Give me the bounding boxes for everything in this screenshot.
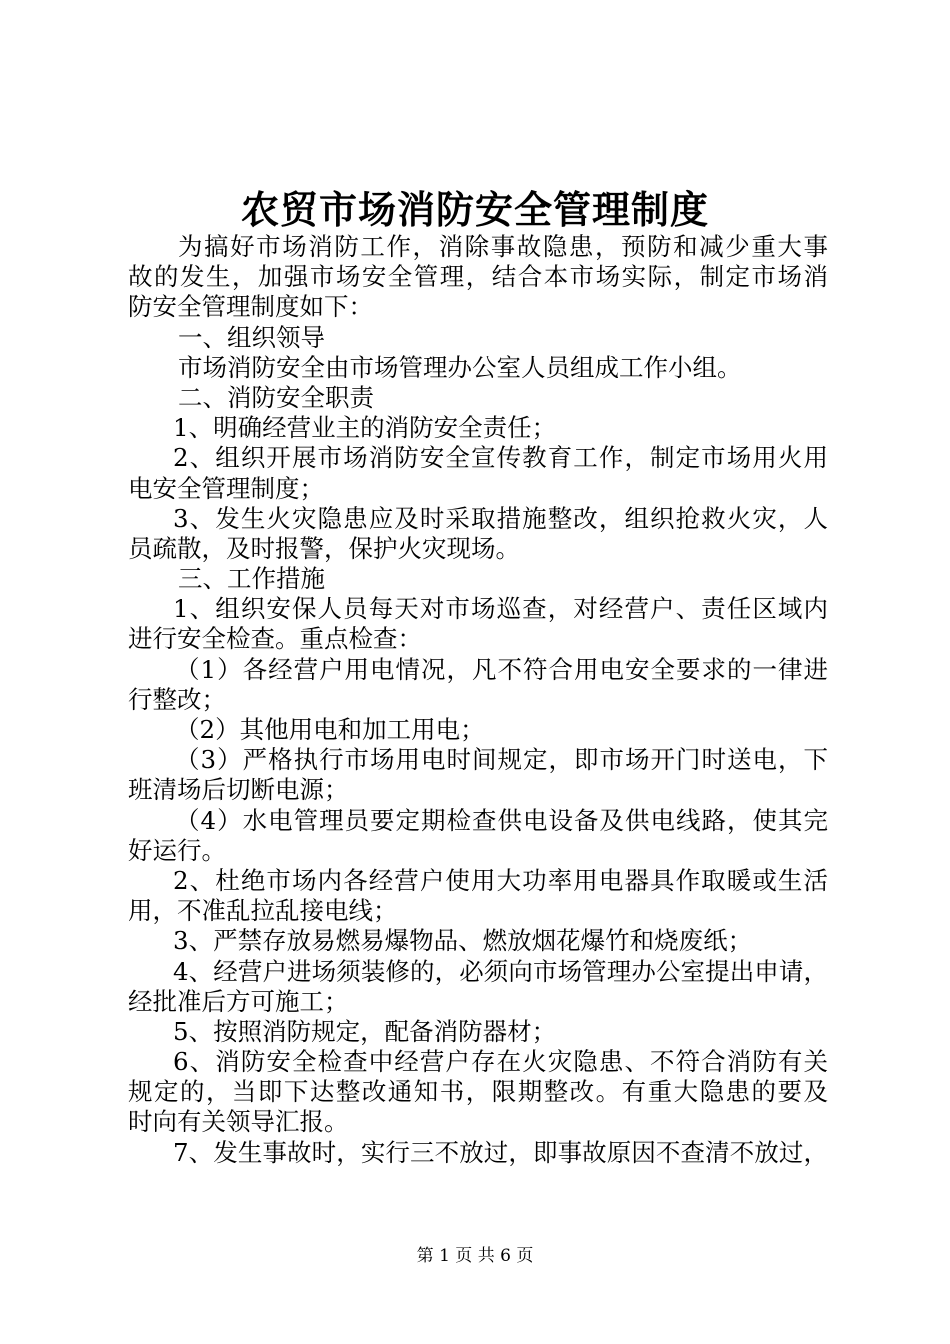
paragraph-line: 故的发生，加强市场安全管理，结合本市场实际，制定市场消 [128, 262, 828, 292]
list-item-line: 2、组织开展市场消防安全宣传教育工作，制定市场用火用 [173, 443, 828, 473]
sub-item-line: （1）各经营户用电情况，凡不符合用电安全要求的一律进 [175, 654, 828, 684]
paragraph-line: 防安全管理制度如下： [128, 292, 373, 322]
list-item-line: 3、发生火灾隐患应及时采取措施整改，组织抢救火灾，人 [173, 503, 828, 533]
list-item-line: 1、明确经营业主的消防安全责任； [173, 413, 557, 443]
list-item-line: 规定的，当即下达整改通知书，限期整改。有重大隐患的要及 [128, 1077, 828, 1107]
paragraph-line: 市场消防安全由市场管理办公室人员组成工作小组。 [178, 352, 742, 382]
document-title: 农贸市场消防安全管理制度 [240, 187, 709, 232]
page-footer: 第 1 页 共 6 页 [416, 1246, 534, 1266]
sub-item-line: （4）水电管理员要定期检查供电设备及供电线路，使其完 [175, 805, 828, 835]
list-item-line: 6、消防安全检查中经营户存在火灾隐患、不符合消防有关 [173, 1047, 828, 1077]
list-item-line: 5、按照消防规定，配备消防器材； [173, 1016, 557, 1046]
list-item-line: 进行安全检查。重点检查： [128, 624, 422, 654]
list-item-line: 经批准后方可施工； [128, 986, 349, 1016]
list-item-line: 员疏散，及时报警，保护火灾现场。 [128, 533, 520, 563]
sub-item-line: （2）其他用电和加工用电； [175, 715, 485, 744]
section-heading: 三、工作措施 [178, 564, 325, 594]
sub-item-line: （3）严格执行市场用电时间规定，即市场开门时送电，下 [175, 745, 828, 775]
sub-item-line: 好运行。 [128, 835, 226, 865]
list-item-line: 电安全管理制度； [128, 473, 324, 503]
list-item-line: 用，不准乱拉乱接电线； [128, 896, 398, 926]
sub-item-line: 行整改； [128, 684, 226, 714]
sub-item-line: 班清场后切断电源； [128, 775, 349, 805]
section-heading: 二、消防安全职责 [178, 382, 374, 412]
document-body [128, 232, 828, 1168]
paragraph-line: 为搞好市场消防工作，消除事故隐患，预防和减少重大事 [178, 232, 828, 261]
list-item-line: 4、经营户进场须装修的，必须向市场管理办公室提出申请， [173, 956, 828, 986]
list-item-line: 2、杜绝市场内各经营户使用大功率用电器具作取暖或生活 [173, 865, 828, 895]
list-item-line: 时向有关领导汇报。 [128, 1107, 349, 1137]
list-item-line: 1、组织安保人员每天对市场巡查，对经营户、责任区域内 [173, 594, 828, 624]
list-item-line: 3、严禁存放易燃易爆物品、燃放烟花爆竹和烧废纸； [173, 926, 753, 956]
section-heading: 一、组织领导 [178, 322, 325, 352]
list-item-line: 7、发生事故时，实行三不放过，即事故原因不查清不放过， [173, 1137, 828, 1167]
